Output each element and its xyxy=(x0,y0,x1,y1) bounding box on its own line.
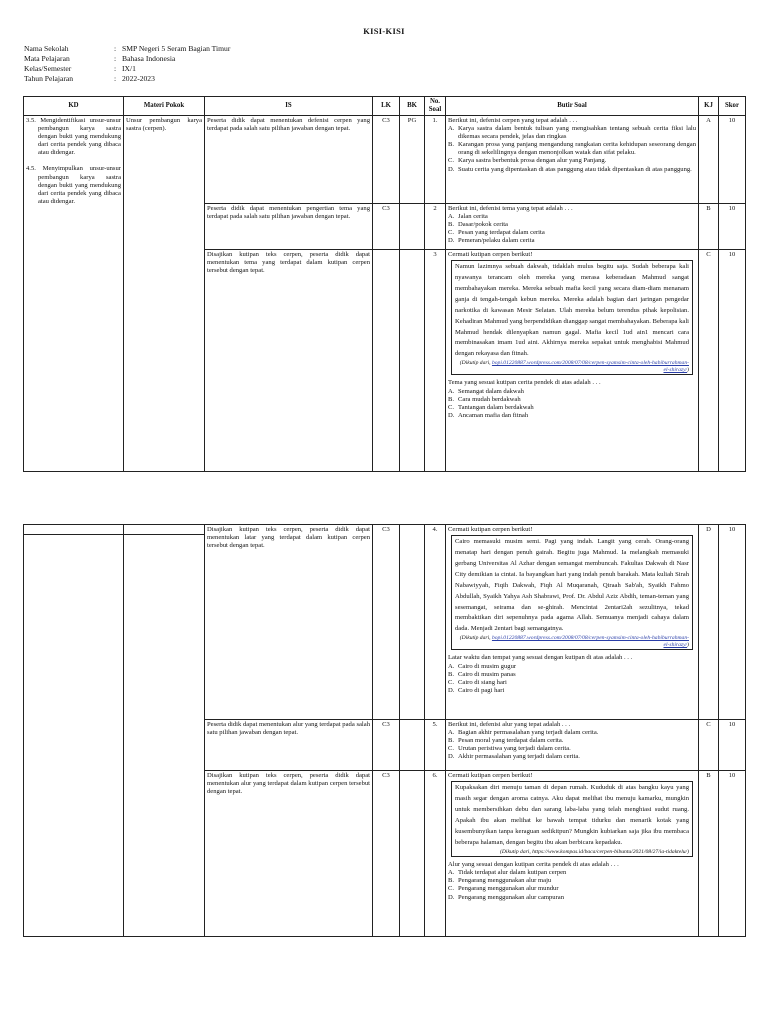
passage-text: Namun lazimnya sebuah dakwah, tidaklah mulus begitu saja. Sudah beberapa kali nyawanya terancam oleh mereka yang merasa keberadaan Mahmud sangat membahayakan mereka. Mereka sebuah mafia kecil yang secara diam-diam menanam ganja di tengah-tengah kebun mereka. Mereka adalah bagian dari jaringan pengedar narkotika di kawasan Mesir Selatan. Ulah mereka belum terendus pihak kepolisian. Kehadiran Mahmud yang berpendidikan dianggap sangat membahayakan. Beberapa kali Mahmud hendak dilenyapkan namun gagal. Mafia kecil 1ud ain1 mencari cara membinasakan imam 1ud aini. Akhirnya mereka sepakat untuk menghabisi Mahmud dengan rekayasa dan fitnah. xyxy=(455,263,689,358)
meta-value: Bahasa Indonesia xyxy=(122,54,176,63)
option-letter: A. xyxy=(448,662,455,670)
passage-source xyxy=(455,360,689,373)
bk-cell xyxy=(400,204,425,250)
kj-cell: A xyxy=(699,116,719,204)
option-letter: B. xyxy=(448,395,455,403)
is-cell: Peserta didik dapat menentukan defenisi cerpen yang terdapat pada salah satu pilihan jawaban dengan tepat. xyxy=(205,116,373,204)
option-c xyxy=(448,157,696,165)
source-prefix: (Dikutip dari, https://www.kompas.id/baca/cerpen-bibuntu/2021/08/27/ia-tidaktelu/ xyxy=(500,848,688,855)
bk-cell xyxy=(400,250,425,472)
header-kd: KD xyxy=(24,97,124,116)
is-cell: Peserta didik dapat menentukan pengertian tema yang terdapat pada salah satu pilihan jawaban dengan tepat. xyxy=(205,204,373,250)
is-cell: Disajikan kutipan teks cerpen, peserta didik dapat menentukan tema yang terdapat dalam kutipan cerpen tersebut dengan tepat. xyxy=(205,250,373,472)
header-skor: Skor xyxy=(719,97,746,116)
option-letter: C. xyxy=(448,745,455,753)
document-meta xyxy=(24,44,230,84)
option-letter: C. xyxy=(448,678,455,686)
option-letter: D. xyxy=(448,686,455,694)
butir-cell xyxy=(446,771,699,937)
skor-cell: 10 xyxy=(719,720,746,771)
option-text: Pengarang menggunakan alur maju xyxy=(458,877,552,885)
option-text: Karangan prosa yang panjang mengandung rangkaian cerita kehidupan seseorang dengan orang di sekelilingnya dengan menonjolkan watak dan sifat pelaku. xyxy=(458,141,696,157)
source-link[interactable]: bopi.01220887.wordpress.com/2008/07/08/cerpen-syamsim-cinta-oleh-habiburrahman-el-shirazy/ xyxy=(491,360,689,373)
kj-cell: B xyxy=(699,771,719,937)
question-stem: Berikut ini, defenisi tema yang tepat adalah . . . xyxy=(448,205,573,212)
butir-cell xyxy=(446,720,699,771)
option-c xyxy=(448,229,696,237)
is-cell: Disajikan kutipan teks cerpen, peserta didik dapat menentukan alur yang terdapat dalam kutipan cerpen tersebut dengan tepat. xyxy=(205,771,373,937)
no-cell: 6. xyxy=(425,771,446,937)
passage-box xyxy=(451,260,693,375)
option-letter: A. xyxy=(448,729,455,737)
butir-cell xyxy=(446,525,699,720)
option-c xyxy=(448,745,696,753)
option-letter: A. xyxy=(448,213,455,221)
meta-separator: : xyxy=(114,44,117,53)
kj-cell: C xyxy=(699,720,719,771)
skor-cell: 10 xyxy=(719,771,746,937)
source-link[interactable]: bopi.01220887.wordpress.com/2008/07/08/cerpen-syamsim-cinta-oleh-habiburrahman-el-shirazy/ xyxy=(491,635,689,648)
table-row xyxy=(24,116,746,204)
source-prefix: (Dikutip dari, xyxy=(459,635,492,642)
kisi-table-page-2 xyxy=(23,524,746,937)
option-text: Akhir permasalahan yang terjadi dalam cerita. xyxy=(458,753,580,761)
option-letter: C. xyxy=(448,885,455,893)
meta-separator: : xyxy=(114,54,117,63)
option-d xyxy=(448,166,696,174)
option-text: Ancaman mafia dan fitnah xyxy=(458,411,529,419)
source-prefix: (Dikutip dari, xyxy=(459,360,492,367)
kj-cell: C xyxy=(699,250,719,472)
kd-cell xyxy=(24,535,124,937)
option-text: Cara mudah berdakwah xyxy=(458,395,521,403)
option-text: Tantangan dalam berdakwah xyxy=(458,403,534,411)
option-a xyxy=(448,125,696,141)
meta-value: 2022-2023 xyxy=(122,74,155,83)
option-letter: B. xyxy=(448,221,455,229)
meta-row xyxy=(24,64,230,74)
no-cell: 2 xyxy=(425,204,446,250)
option-letter: D. xyxy=(448,165,455,173)
kd-3-5: 3.5. Mengidentifikasi unsur-unsur pembangun karya sastra dengan bukti yang mendukung dari cerita pendek yang dibaca atau didengar. xyxy=(26,117,121,157)
option-text: Pesan moral yang terdapat dalam cerita. xyxy=(458,737,564,745)
option-d xyxy=(448,237,696,245)
header-bk: BK xyxy=(400,97,425,116)
header-no-line2: Soal xyxy=(428,106,442,113)
kj-cell: B xyxy=(699,204,719,250)
kisi-table-page-1 xyxy=(23,96,746,472)
meta-row xyxy=(24,44,230,54)
option-letter: D. xyxy=(448,893,455,901)
materi-cell xyxy=(124,535,205,937)
question-text: Alur yang sesuai dengan kutipan cerita pendek di atas adalah . . . xyxy=(448,861,619,869)
option-letter: A. xyxy=(448,869,455,877)
option-a xyxy=(448,869,696,877)
option-text: Pengarang menggunakan alur campuran xyxy=(458,893,565,901)
materi-cell: Unsur pembangun karya sastra (cerpen). xyxy=(124,116,205,472)
option-b xyxy=(448,221,696,229)
option-a xyxy=(448,213,696,221)
passage-text: Cairo memasuki musim semi. Pagi yang indah. Langit yang cerah. Orang-orang menatap hari dengan penuh gairah. Begitu juga Mahmud. Ia melangkah memasuki gerbang Universitas Al Azhar dengan semangat membuncah. Fakultas Dakwah di Nasr City demikian ia cintai. Ia bayangkan hari yang indah penuh barakah. Mata kuliah Sirah Nabawiyyah, Fiqih Dakwah, Fiqh Al Muqaranah, Qiraah Sab'ah, Syaikh Fahmo Abdullah, Syaikh Yahya Ash Shabrawi, Prof. Dr. Abdul Aziz Abdih, teman-teman yang sesemangat, seirama dan se-ghirah. Mencintai 2entari2ah sezulitnya, tekad membaktikan diri sepenuhnya pada agama Allah. Semuanya menjadi cahaya dalam dada. Menjadi 2entari bagi semangatnya. xyxy=(455,538,689,633)
option-c xyxy=(448,679,696,687)
lk-cell: C3 xyxy=(373,204,400,250)
meta-separator: : xyxy=(114,64,117,73)
document-title: KISI-KISI xyxy=(363,26,405,36)
option-letter: B. xyxy=(448,670,455,678)
option-d xyxy=(448,753,696,761)
lk-cell xyxy=(373,250,400,472)
skor-cell: 10 xyxy=(719,525,746,720)
option-text: Pengarang menggunakan alur mundur xyxy=(458,885,559,893)
header-no-soal xyxy=(425,97,446,116)
passage-text: Kupaksakan diri menuju taman di depan rumah. Kududuk di atas bangku kayu yang masih segar dengan aroma catnya. Aku dapat melihat ibu menuju kamarku, mungkin untuk membersihkan debu dan sarang laba-laba yang telah menghiasi sudut ruang. Apakah ibu akan melihat ke bawah tempat tidurku dan menarik kotak yang kusembunyikan tanpa keraguan sedikitpun? Mungkin kubiarkan saja jika ibu membaca beberapa halaman, dengan begitu ibu akan berbicara kepadaku. xyxy=(455,784,689,846)
option-text: Tidak terdapat alur dalam kutipan cerpen xyxy=(458,869,567,877)
option-text: Cairo di pagi hari xyxy=(458,686,505,694)
option-letter: C. xyxy=(448,229,455,237)
option-letter: A. xyxy=(448,387,455,395)
option-letter: C. xyxy=(448,157,455,165)
header-kj: KJ xyxy=(699,97,719,116)
bk-cell: PG xyxy=(400,116,425,204)
option-letter: B. xyxy=(448,141,455,149)
meta-value: IX/1 xyxy=(122,64,136,73)
butir-cell xyxy=(446,204,699,250)
option-b xyxy=(448,737,696,745)
question-stem: Cermati kutipan cerpen berikut! xyxy=(448,772,533,779)
kd-cell xyxy=(24,116,124,472)
header-is: IS xyxy=(205,97,373,116)
option-text: Bagian akhir permasalahan yang terjadi dalam cerita. xyxy=(458,729,599,737)
is-cell: Peserta didik dapat menentukan alur yang terdapat pada salah satu pilihan jawaban dengan tepat. xyxy=(205,720,373,771)
option-text: Cairo di musim panas xyxy=(458,670,516,678)
question-text: Latar waktu dan tempat yang sesuai dengan kutipan di atas adalah . . . xyxy=(448,654,633,662)
skor-cell: 10 xyxy=(719,204,746,250)
bk-cell xyxy=(400,525,425,720)
question-text: Tema yang sesuai kutipan cerita pendek di atas adalah . . . xyxy=(448,379,601,387)
option-b xyxy=(448,877,696,885)
option-text: Pesan yang terdapat dalam cerita xyxy=(458,229,545,237)
option-c xyxy=(448,404,696,412)
empty-header-cell xyxy=(24,525,124,535)
option-b xyxy=(448,141,696,157)
option-text: Jalan cerita xyxy=(458,213,488,221)
meta-label: Kelas/Semester xyxy=(24,64,72,73)
option-a xyxy=(448,663,696,671)
no-cell: 4. xyxy=(425,525,446,720)
option-letter: B. xyxy=(448,737,455,745)
header-no-line1: No. xyxy=(429,98,440,105)
option-c xyxy=(448,885,696,893)
meta-separator: : xyxy=(114,74,117,83)
option-text: Dasar/pokok cerita xyxy=(458,221,508,229)
option-a xyxy=(448,729,696,737)
no-cell: 1. xyxy=(425,116,446,204)
no-cell: 5. xyxy=(425,720,446,771)
option-text: Karya sastra dalam bentuk tulisan yang mengisahkan tentang sebuah cerita fiksi lalu dikemas secara pendek, jelas dan ringkas xyxy=(458,125,696,141)
meta-row xyxy=(24,74,230,84)
passage-source xyxy=(455,635,689,648)
lk-cell: C3 xyxy=(373,525,400,720)
header-butir: Butir Soal xyxy=(446,97,699,116)
option-text: Karya sastra berbentuk prosa dengan alur yang Panjang. xyxy=(458,157,607,165)
option-a xyxy=(448,388,696,396)
option-letter: A. xyxy=(448,125,455,133)
meta-label: Mata Pelajaran xyxy=(24,54,70,63)
source-suffix: ) xyxy=(687,848,689,855)
skor-cell: 10 xyxy=(719,116,746,204)
lk-cell: C3 xyxy=(373,720,400,771)
meta-row xyxy=(24,54,230,64)
header-materi: Materi Pokok xyxy=(124,97,205,116)
question-stem: Cermati kutipan cerpen berikut! xyxy=(448,526,533,533)
empty-header-cell xyxy=(124,525,205,535)
kj-cell: D xyxy=(699,525,719,720)
lk-cell: C3 xyxy=(373,771,400,937)
option-letter: C. xyxy=(448,403,455,411)
option-text: Semangat dalam dakwah xyxy=(458,387,524,395)
option-text: Pemeran/pelaku dalam cerita xyxy=(458,237,535,245)
option-letter: D. xyxy=(448,411,455,419)
source-suffix: ) xyxy=(687,366,689,373)
option-b xyxy=(448,671,696,679)
question-stem: Cermati kutipan cerpen berikut! xyxy=(448,251,533,258)
header-lk: LK xyxy=(373,97,400,116)
question-stem: Berikut ini, defenisi cerpen yang tepat adalah . . . xyxy=(448,117,578,124)
no-cell: 3 xyxy=(425,250,446,472)
option-text: Suatu cerita yang dipentaskan di atas panggung atau tidak dipentaskan di atas panggung. xyxy=(458,165,692,173)
kd-4-5: 4.5. Menyimpulkan unsur-unsur pembangun karya sastra dengan bukti yang mendukung dari cerita pendek yang dibaca atau didengar. xyxy=(26,165,121,205)
butir-cell xyxy=(446,250,699,472)
table-header-row xyxy=(24,97,746,116)
option-letter: B. xyxy=(448,877,455,885)
bk-cell xyxy=(400,771,425,937)
is-cell: Disajikan kutipan teks cerpen, peserta didik dapat menentukan latar yang terdapat dalam kutipan cerpen tersebut dengan tepat. xyxy=(205,525,373,720)
bk-cell xyxy=(400,720,425,771)
source-suffix: ) xyxy=(687,641,689,648)
option-d xyxy=(448,894,696,902)
butir-cell xyxy=(446,116,699,204)
question-stem: Berikut ini, defenisi alur yang tepat adalah . . . xyxy=(448,721,571,728)
passage-box xyxy=(451,535,693,650)
table-header-row xyxy=(24,525,746,535)
option-d xyxy=(448,687,696,695)
meta-label: Nama Sekolah xyxy=(24,44,69,53)
option-b xyxy=(448,396,696,404)
option-d xyxy=(448,412,696,420)
skor-cell: 10 xyxy=(719,250,746,472)
lk-cell: C3 xyxy=(373,116,400,204)
option-text: Cairo di musim gugur xyxy=(458,662,517,670)
option-text: Urutan peristiwa yang terjadi dalam cerita. xyxy=(458,745,571,753)
meta-label: Tahun Pelajaran xyxy=(24,74,74,83)
option-letter: D. xyxy=(448,237,455,245)
meta-value: SMP Negeri 5 Seram Bagian Timur xyxy=(122,44,231,53)
passage-box xyxy=(451,781,693,857)
passage-source xyxy=(455,849,689,856)
option-letter: D. xyxy=(448,753,455,761)
option-text: Cairo di siang hari xyxy=(458,678,507,686)
